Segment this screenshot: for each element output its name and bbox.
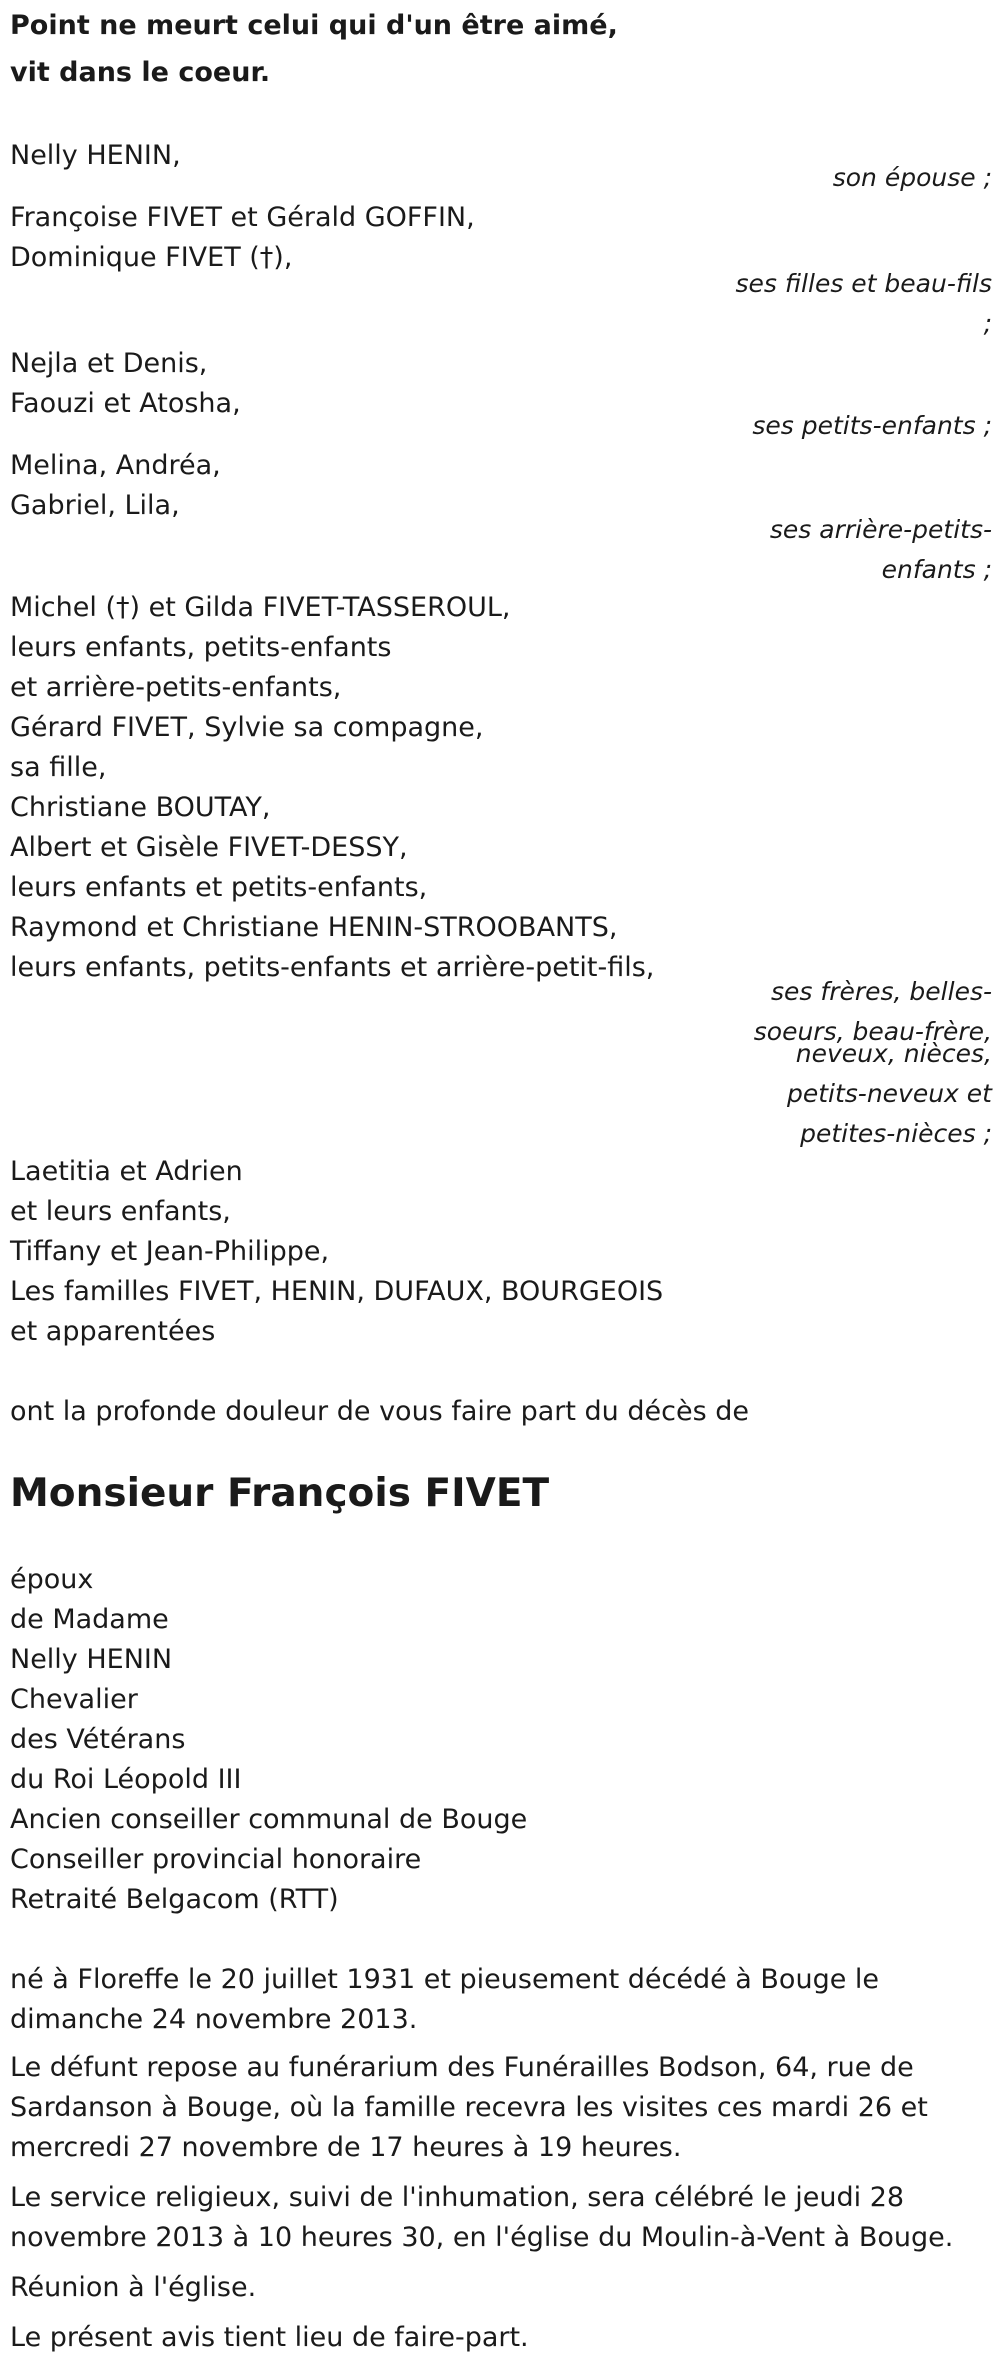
grandchildren-line-1: Nejla et Denis, <box>10 348 208 379</box>
title-line-7: Ancien conseiller communal de Bouge <box>10 1804 528 1835</box>
siblings-relation-3: neveux, nièces, <box>795 1039 992 1068</box>
grandchildren-relation: ses petits-enfants ; <box>752 411 992 440</box>
birth-line-1: né à Floreffe le 20 juillet 1931 et pieusement décédé à Bouge le <box>10 1964 880 1995</box>
great-grandchildren-relation-1: ses arrière-petits- <box>769 515 992 544</box>
deceased-name: Monsieur François FIVET <box>10 1471 550 1516</box>
daughter-line-2: Dominique FIVET (†), <box>10 242 293 273</box>
title-line-1: époux <box>10 1564 94 1595</box>
daughters-relation-1: ses filles et beau-fils <box>735 269 992 298</box>
notice-line: Le présent avis tient lieu de faire-part. <box>10 2322 529 2353</box>
title-line-2: de Madame <box>10 1604 169 1635</box>
siblings-relation-4: petits-neveux et <box>786 1079 992 1108</box>
siblings-line-3: et arrière-petits-enfants, <box>10 672 342 703</box>
siblings-line-8: leurs enfants et petits-enfants, <box>10 872 428 903</box>
title-line-3: Nelly HENIN <box>10 1644 173 1675</box>
others-line-4: Les familles FIVET, HENIN, DUFAUX, BOURGEOIS <box>10 1276 664 1307</box>
siblings-line-9: Raymond et Christiane HENIN-STROOBANTS, <box>10 912 618 943</box>
title-line-4: Chevalier <box>10 1684 138 1715</box>
siblings-relation-5: petites-nièces ; <box>800 1119 992 1148</box>
grandchildren-line-2: Faouzi et Atosha, <box>10 388 241 419</box>
repose-line-3: mercredi 27 novembre de 17 heures à 19 heures. <box>10 2132 682 2163</box>
spouse-relation: son épouse ; <box>832 163 992 192</box>
siblings-relation-2: soeurs, beau-frère, <box>753 1017 992 1046</box>
birth-line-2: dimanche 24 novembre 2013. <box>10 2004 418 2035</box>
title-line-8: Conseiller provincial honoraire <box>10 1844 422 1875</box>
siblings-line-1: Michel (†) et Gilda FIVET-TASSEROUL, <box>10 592 511 623</box>
siblings-relation-1: ses frères, belles- <box>771 977 992 1006</box>
daughter-line-1: Françoise FIVET et Gérald GOFFIN, <box>10 202 475 233</box>
others-line-1: Laetitia et Adrien <box>10 1156 243 1187</box>
spouse-name: Nelly HENIN, <box>10 140 181 171</box>
siblings-line-6: Christiane BOUTAY, <box>10 792 271 823</box>
siblings-line-7: Albert et Gisèle FIVET-DESSY, <box>10 832 408 863</box>
others-line-2: et leurs enfants, <box>10 1196 231 1227</box>
others-line-3: Tiffany et Jean-Philippe, <box>10 1236 330 1267</box>
siblings-line-2: leurs enfants, petits-enfants <box>10 632 392 663</box>
title-line-5: des Vétérans <box>10 1724 186 1755</box>
title-line-9: Retraité Belgacom (RTT) <box>10 1884 339 1915</box>
service-line-2: novembre 2013 à 10 heures 30, en l'église du Moulin-à-Vent à Bouge. <box>10 2222 954 2253</box>
great-grandchildren-relation-2: enfants ; <box>881 555 992 584</box>
meeting-line: Réunion à l'église. <box>10 2272 257 2303</box>
announcement-line: ont la profonde douleur de vous faire part du décès de <box>10 1396 749 1427</box>
siblings-line-5: sa fille, <box>10 752 107 783</box>
repose-line-2: Sardanson à Bouge, où la famille recevra les visites ces mardi 26 et <box>10 2092 928 2123</box>
siblings-line-10: leurs enfants, petits-enfants et arrière-petit-fils, <box>10 952 655 983</box>
title-line-6: du Roi Léopold III <box>10 1764 242 1795</box>
epigraph-line-2: vit dans le coeur. <box>10 57 271 88</box>
daughters-relation-2: ; <box>983 309 992 338</box>
siblings-line-4: Gérard FIVET, Sylvie sa compagne, <box>10 712 484 743</box>
epigraph-line-1: Point ne meurt celui qui d'un être aimé, <box>10 10 618 41</box>
others-line-5: et apparentées <box>10 1316 216 1347</box>
service-line-1: Le service religieux, suivi de l'inhumation, sera célébré le jeudi 28 <box>10 2182 905 2213</box>
great-grandchildren-line-1: Melina, Andréa, <box>10 450 221 481</box>
repose-line-1: Le défunt repose au funérarium des Funérailles Bodson, 64, rue de <box>10 2052 914 2083</box>
great-grandchildren-line-2: Gabriel, Lila, <box>10 490 180 521</box>
